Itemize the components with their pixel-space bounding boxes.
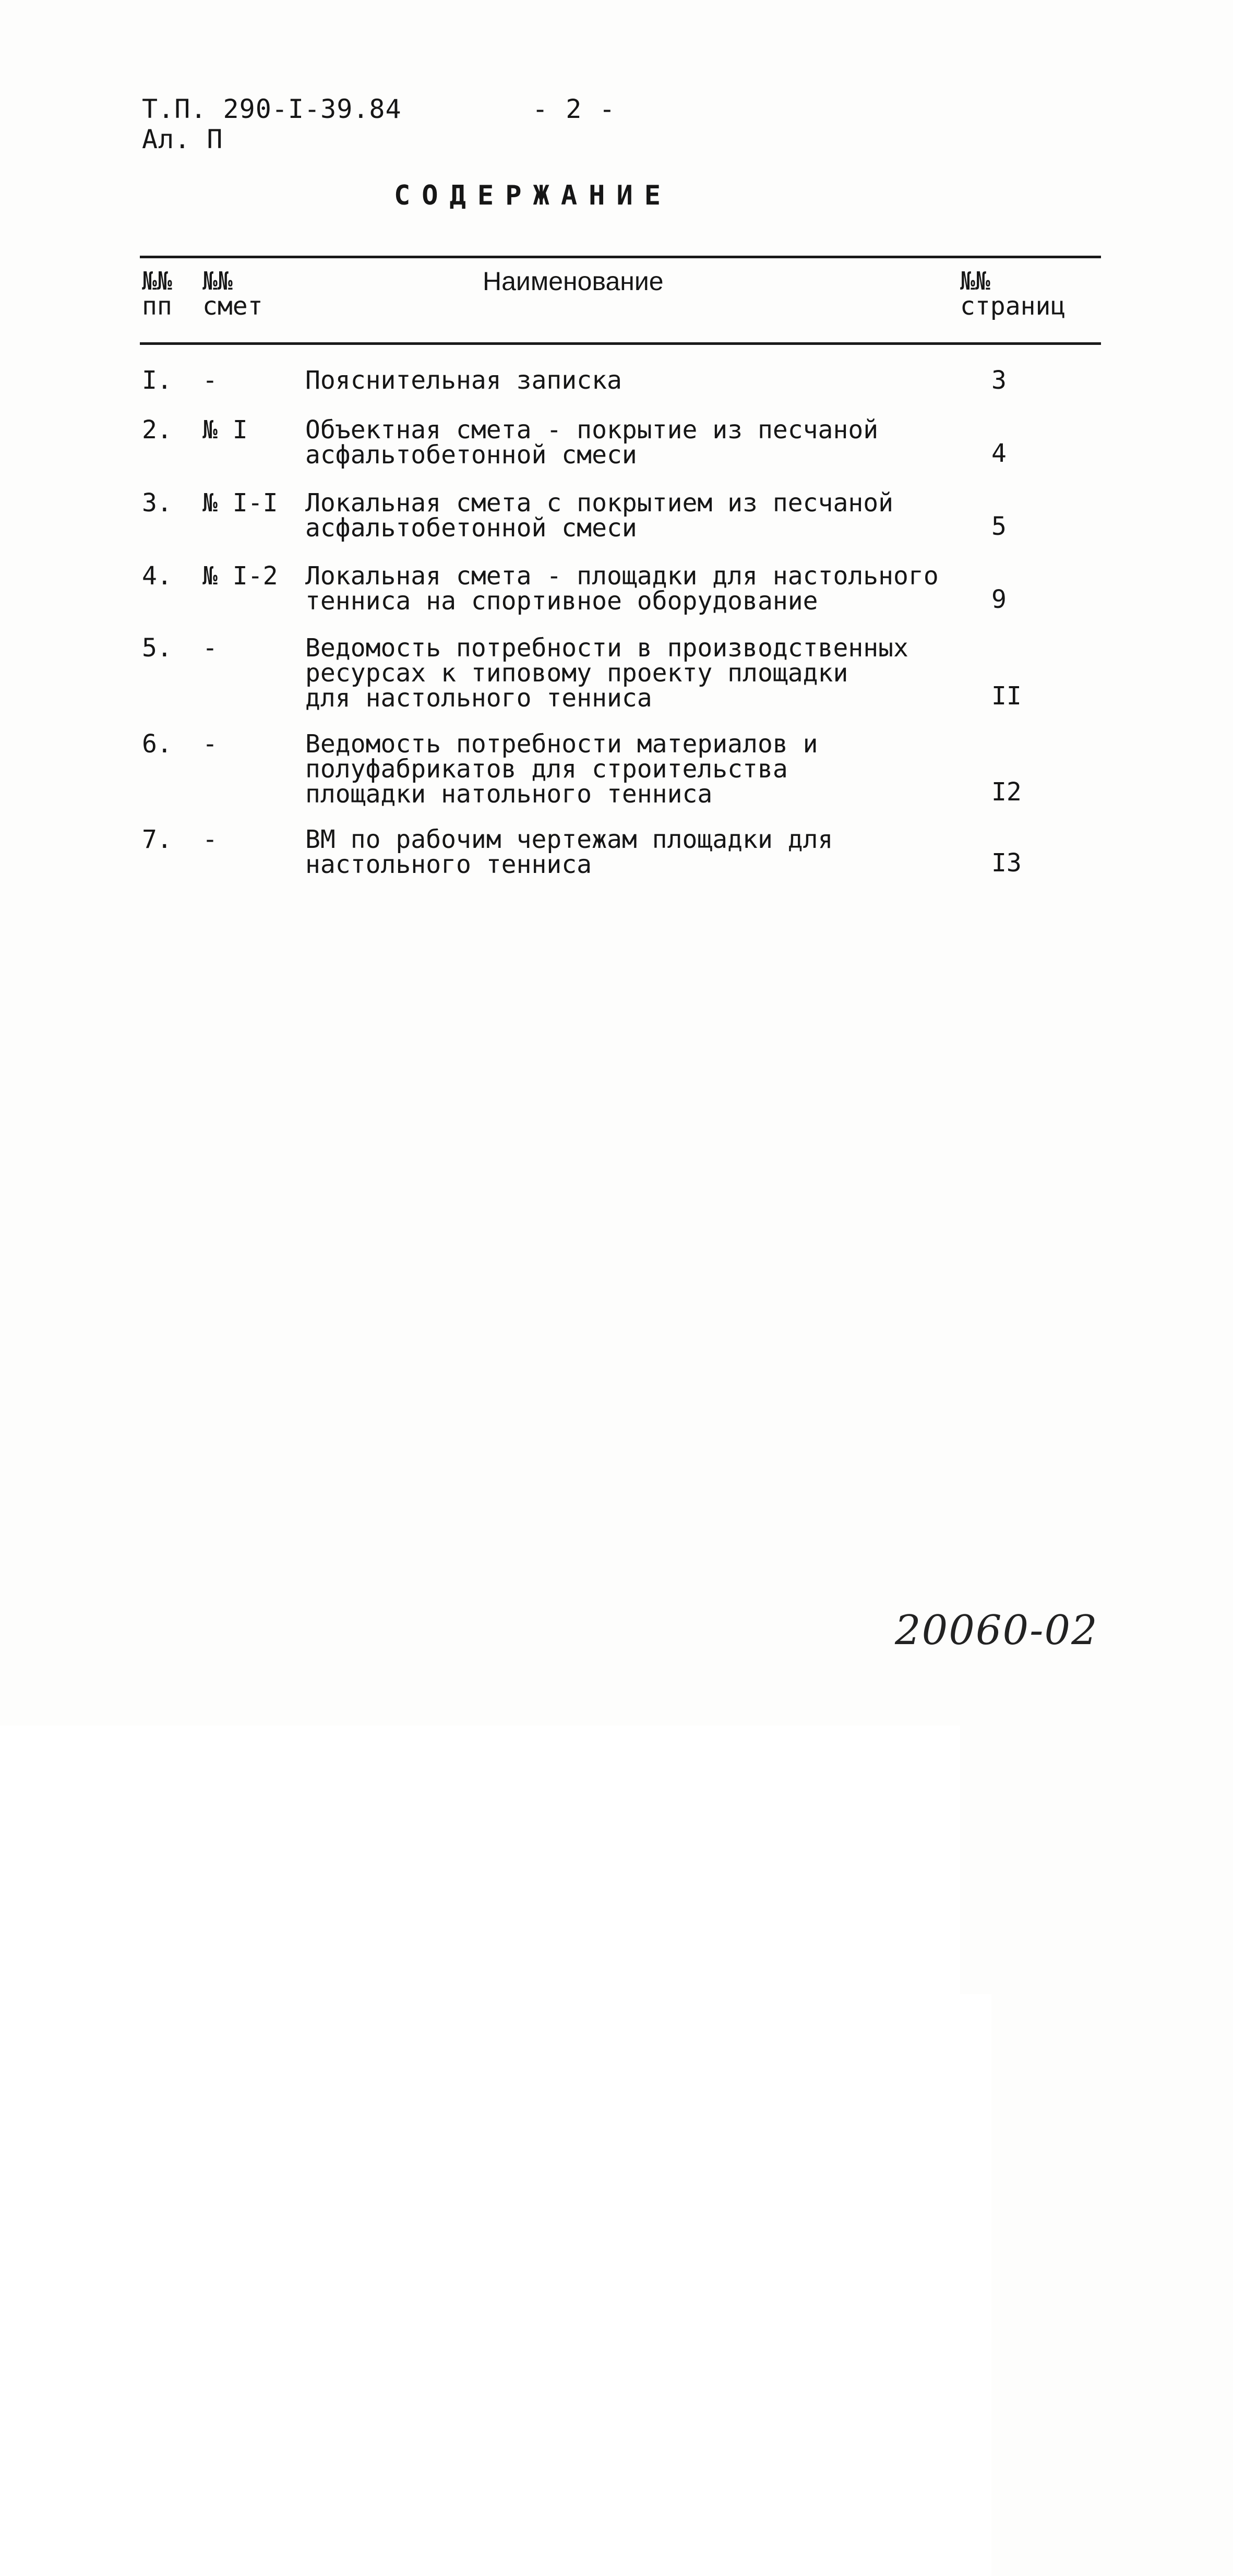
row-page: 4 <box>991 441 1233 2166</box>
row-number: 6. <box>142 729 172 759</box>
row-page: I3 <box>991 850 1233 2576</box>
document-code-line2: Ал. П <box>142 124 223 154</box>
row-estimate: № I <box>202 415 248 445</box>
row-page: 5 <box>991 514 1233 2239</box>
row-name: Пояснительная записка <box>305 366 622 395</box>
row-number: 3. <box>142 488 172 518</box>
column-header-name: Наименование <box>483 267 664 296</box>
column-header-num: №№ пп <box>142 267 172 321</box>
row-number: 5. <box>142 633 172 663</box>
row-page: II <box>991 684 1233 2409</box>
row-name: Объектная смета - покрытие из песчаной асфальтобетонной смеси <box>305 415 879 470</box>
row-name: Локальная смета - площадки для настольного тенниса на спортивное оборудование <box>305 561 939 616</box>
row-page: 3 <box>991 368 1233 2093</box>
column-header-estimate: №№ смет <box>202 267 263 321</box>
row-name: Локальная смета с покрытием из песчаной асфальтобетонной смеси <box>305 488 894 543</box>
row-number: I. <box>142 366 172 395</box>
page-number: - 2 - <box>532 94 616 124</box>
handwritten-number: 20060-02 <box>895 1607 1098 1654</box>
document-code <box>142 94 402 154</box>
row-estimate: - <box>202 729 218 759</box>
row-name: Ведомость потребности в производственных ресурсах к типовому проекту площадки для настольного тенниса <box>305 633 908 713</box>
column-header-page: №№ страниц <box>960 269 1233 1994</box>
row-number: 2. <box>142 415 172 445</box>
row-number: 7. <box>142 825 172 854</box>
row-name: Ведомость потребности материалов и полуфабрикатов для строительства площадки натольного тенниса <box>305 729 818 809</box>
row-name: ВМ по рабочим чертежам площадки для настольного тенниса <box>305 825 833 879</box>
document-code-line1: Т.П. 290-I-39.84 <box>142 94 402 124</box>
row-number: 4. <box>142 561 172 591</box>
row-estimate: - <box>202 633 218 663</box>
row-estimate: № I-2 <box>202 561 278 591</box>
row-estimate: - <box>202 825 218 854</box>
row-page: I2 <box>991 780 1233 2505</box>
row-estimate: - <box>202 366 218 395</box>
row-page: 9 <box>991 587 1233 2313</box>
table-header-rule <box>140 342 1101 345</box>
page-title: СОДЕРЖАНИЕ <box>394 180 673 211</box>
row-estimate: № I-I <box>202 488 278 518</box>
table-top-rule <box>140 256 1101 258</box>
